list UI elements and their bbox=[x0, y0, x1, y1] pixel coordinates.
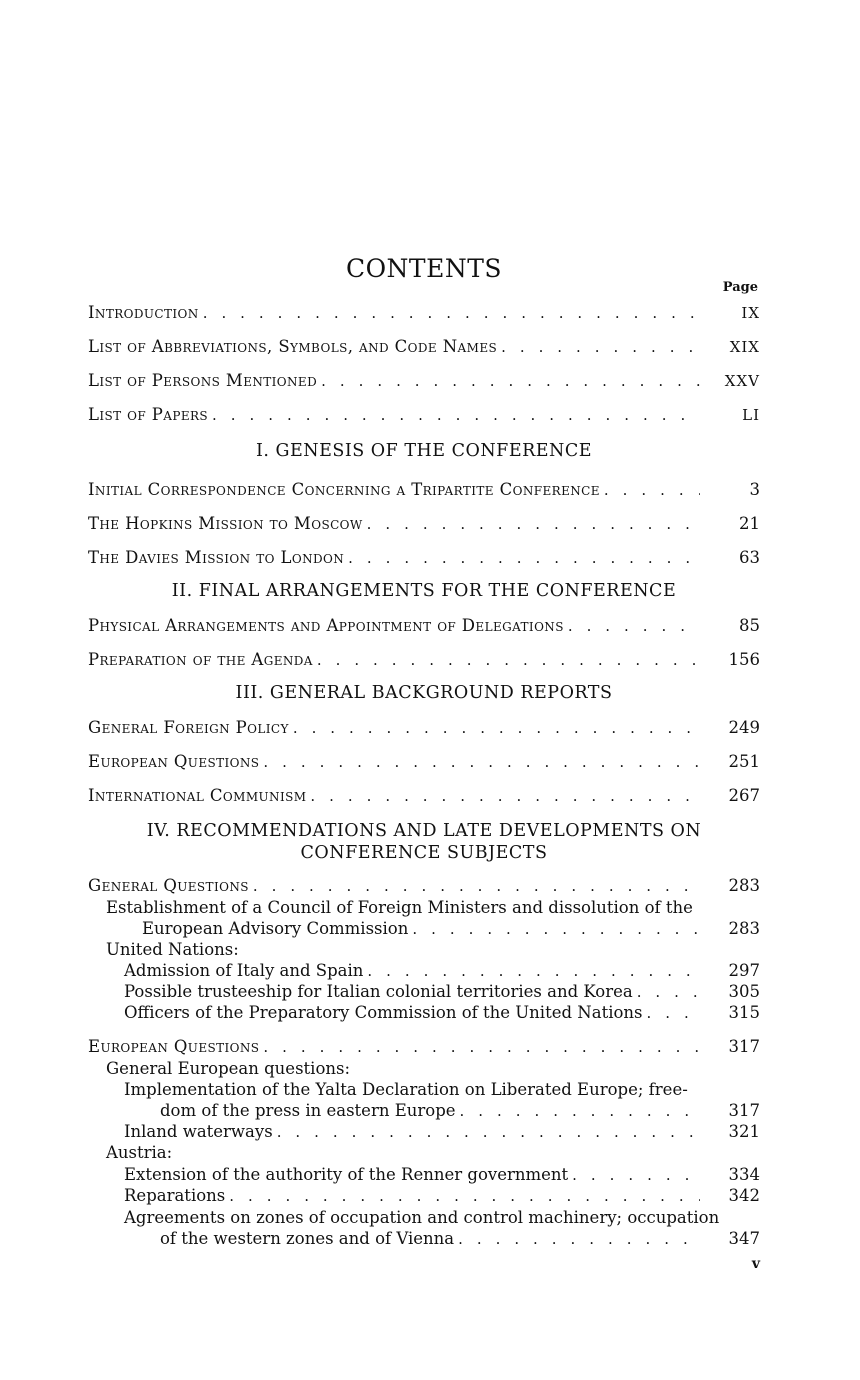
toc-entry-page: 283 bbox=[728, 919, 760, 938]
toc-entry-label: Initial Correspondence Concerning a Tripartite Conference bbox=[88, 480, 600, 499]
toc-entry-label: European Questions bbox=[88, 1037, 260, 1056]
page-folio: v bbox=[751, 1256, 760, 1272]
toc-entry-page: 317 bbox=[728, 1101, 760, 1120]
toc-entry-page: 321 bbox=[728, 1122, 760, 1141]
toc-entry-page: 251 bbox=[728, 752, 760, 771]
toc-entry-label: Officers of the Preparatory Commission of the United Nations bbox=[124, 1003, 643, 1022]
toc-subentry-zones[interactable] bbox=[160, 1228, 760, 1252]
toc-entry-page: 347 bbox=[728, 1229, 760, 1248]
toc-entry-label: Possible trusteeship for Italian colonial territories and Korea bbox=[124, 982, 633, 1001]
toc-subheading-austria: Austria: bbox=[106, 1143, 173, 1162]
toc-entry-page: 342 bbox=[728, 1186, 760, 1205]
toc-entry-page: XXV bbox=[724, 372, 760, 390]
toc-entry-page: 85 bbox=[739, 616, 760, 635]
leader-dots bbox=[203, 302, 700, 324]
section-heading-1: I. GENESIS OF THE CONFERENCE bbox=[255, 441, 593, 461]
toc-subheading-united-nations: United Nations: bbox=[106, 940, 239, 959]
toc-subentry-preparatory-commission[interactable] bbox=[124, 1002, 760, 1026]
toc-entry-label: Introduction bbox=[88, 303, 199, 322]
section-heading-2: II. FINAL ARRANGEMENTS FOR THE CONFERENCE bbox=[171, 581, 677, 601]
toc-entry-label: International Communism bbox=[88, 786, 307, 805]
leader-dots bbox=[367, 960, 700, 982]
toc-entry-label: Admission of Italy and Spain bbox=[124, 961, 364, 980]
leader-dots bbox=[321, 370, 700, 392]
leader-dots bbox=[604, 479, 700, 501]
toc-entry-label: Physical Arrangements and Appointment of Delegations bbox=[88, 616, 564, 635]
toc-entry-davies[interactable] bbox=[88, 547, 760, 571]
toc-entry-label: The Davies Mission to London bbox=[88, 548, 345, 567]
toc-entry-page: 283 bbox=[728, 876, 760, 895]
toc-entry-label: General Questions bbox=[88, 876, 249, 895]
toc-entry-introduction[interactable] bbox=[88, 302, 760, 326]
leader-dots bbox=[310, 785, 700, 807]
leader-dots bbox=[293, 717, 700, 739]
page-column-label: Page bbox=[722, 280, 758, 295]
toc-entry-page: 267 bbox=[728, 786, 760, 805]
toc-entry-page: XIX bbox=[729, 338, 760, 356]
toc-entry-label: Extension of the authority of the Renner government bbox=[124, 1165, 569, 1184]
toc-entry-label: General Foreign Policy bbox=[88, 718, 289, 737]
toc-entry-general-questions[interactable] bbox=[88, 875, 760, 899]
toc-entry-label: European Questions bbox=[88, 752, 260, 771]
section-heading-4-line2: CONFERENCE SUBJECTS bbox=[300, 843, 548, 863]
leader-dots bbox=[568, 615, 700, 637]
toc-entry-physical-arrangements[interactable] bbox=[88, 615, 760, 639]
section-heading-3: III. GENERAL BACKGROUND REPORTS bbox=[235, 683, 613, 703]
toc-subentry-inland-waterways[interactable] bbox=[124, 1121, 760, 1145]
leader-dots bbox=[637, 981, 700, 1003]
toc-entry-label: Inland waterways bbox=[124, 1122, 273, 1141]
section-heading-4-line1: IV. RECOMMENDATIONS AND LATE DEVELOPMENTS ON bbox=[146, 821, 702, 841]
toc-entry-page: LI bbox=[742, 406, 760, 424]
toc-subheading-general-european: General European questions: bbox=[106, 1059, 351, 1078]
leader-dots bbox=[229, 1185, 700, 1207]
leader-dots bbox=[501, 336, 700, 358]
toc-entry-label: List of Persons Mentioned bbox=[88, 371, 318, 390]
toc-entry-label: List of Papers bbox=[88, 405, 209, 424]
toc-entry-page: 317 bbox=[728, 1037, 760, 1056]
leader-dots bbox=[263, 751, 700, 773]
toc-entry-foreign-policy[interactable] bbox=[88, 717, 760, 741]
toc-entry-page: 305 bbox=[728, 982, 760, 1001]
toc-subentry-zones-line1: Agreements on zones of occupation and control machinery; occupation bbox=[124, 1208, 720, 1227]
toc-entry-label: European Advisory Commission bbox=[142, 919, 409, 938]
leader-dots bbox=[367, 513, 700, 535]
toc-entry-page: 334 bbox=[728, 1165, 760, 1184]
toc-entry-page: 63 bbox=[739, 548, 760, 567]
toc-subentry-yalta-line1: Implementation of the Yalta Declaration on Liberated Europe; free- bbox=[124, 1080, 688, 1099]
toc-entry-page: 21 bbox=[739, 514, 760, 533]
toc-entry-label: Reparations bbox=[124, 1186, 226, 1205]
toc-entry-agenda[interactable] bbox=[88, 649, 760, 673]
toc-entry-papers[interactable] bbox=[88, 404, 760, 428]
leader-dots bbox=[348, 547, 700, 569]
toc-entry-persons[interactable] bbox=[88, 370, 760, 394]
toc-entry-label: List of Abbreviations, Symbols, and Code Names bbox=[88, 337, 498, 356]
leader-dots bbox=[458, 1228, 700, 1250]
page-title: CONTENTS bbox=[345, 254, 503, 283]
toc-subentry-cfm-line1: Establishment of a Council of Foreign Ministers and dissolution of the bbox=[106, 898, 693, 917]
leader-dots bbox=[263, 1036, 700, 1058]
toc-entry-label: of the western zones and of Vienna bbox=[160, 1229, 455, 1248]
toc-entry-page: 297 bbox=[728, 961, 760, 980]
toc-entry-page: 156 bbox=[728, 650, 760, 669]
leader-dots bbox=[460, 1100, 700, 1122]
toc-entry-page: 315 bbox=[728, 1003, 760, 1022]
toc-entry-label: dom of the press in eastern Europe bbox=[160, 1101, 456, 1120]
toc-entry-european-questions-bg[interactable] bbox=[88, 751, 760, 775]
leader-dots bbox=[317, 649, 700, 671]
toc-entry-hopkins[interactable] bbox=[88, 513, 760, 537]
toc-entry-label: Preparation of the Agenda bbox=[88, 650, 313, 669]
toc-entry-abbreviations[interactable] bbox=[88, 336, 760, 360]
leader-dots bbox=[277, 1121, 700, 1143]
leader-dots bbox=[412, 918, 700, 940]
leader-dots bbox=[253, 875, 700, 897]
toc-entry-page: 249 bbox=[728, 718, 760, 737]
toc-subentry-reparations[interactable] bbox=[124, 1185, 760, 1209]
toc-entry-european-questions[interactable] bbox=[88, 1036, 760, 1060]
leader-dots bbox=[572, 1164, 700, 1186]
toc-entry-communism[interactable] bbox=[88, 785, 760, 809]
toc-entry-label: The Hopkins Mission to Moscow bbox=[88, 514, 363, 533]
leader-dots bbox=[212, 404, 700, 426]
toc-entry-page: 3 bbox=[749, 480, 760, 499]
toc-entry-initial-correspondence[interactable] bbox=[88, 479, 760, 503]
toc-entry-page: IX bbox=[741, 304, 760, 322]
leader-dots bbox=[647, 1002, 700, 1024]
